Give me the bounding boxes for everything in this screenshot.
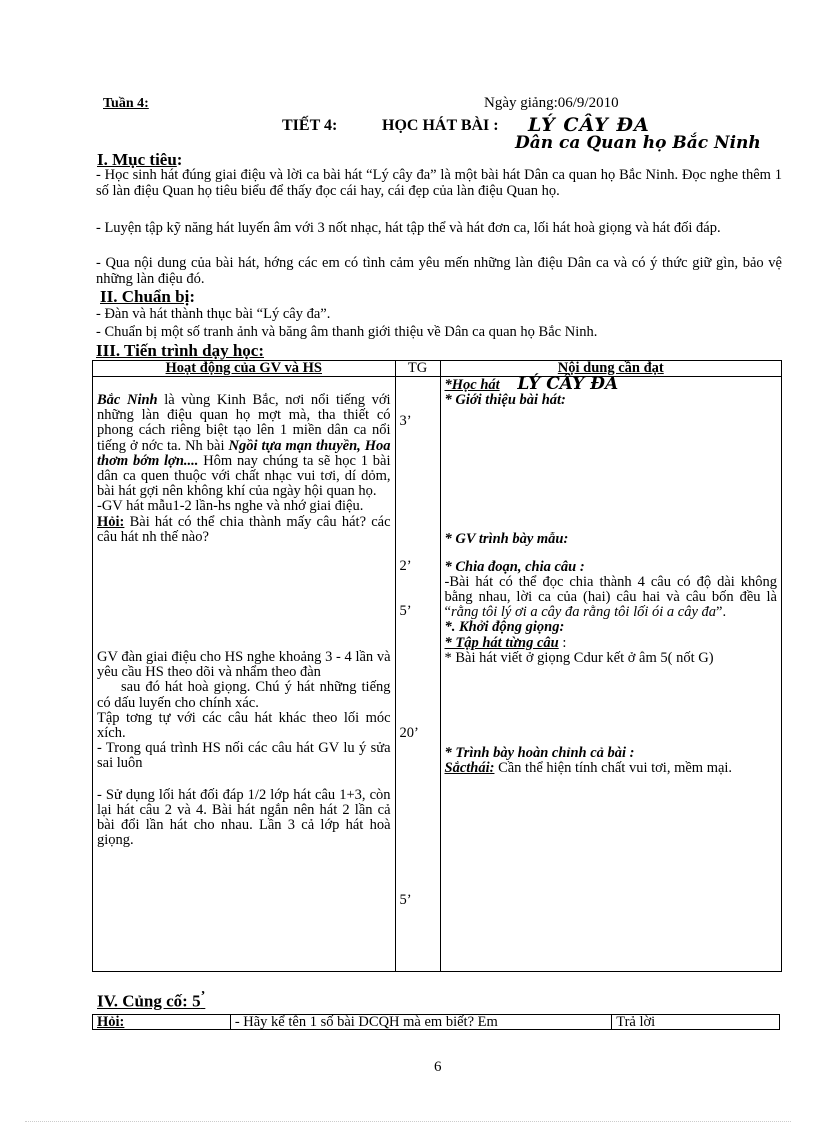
col-header-content: Nội dung cần đạt bbox=[440, 361, 782, 377]
gv-question: Hỏi: Bài hát có thể chia thành mấy câu hát? các câu hát nh thế nào? bbox=[97, 513, 391, 545]
col-header-activities: Hoạt động của GV và HS bbox=[93, 361, 396, 377]
lesson-title: HỌC HÁT BÀI : bbox=[382, 117, 499, 134]
review-question: - Hãy kể tên 1 số bài DCQH mà em biết? Em bbox=[230, 1015, 611, 1030]
review-question-label: Hỏi: bbox=[93, 1015, 231, 1030]
objectives-heading: I. Mục tiêu: bbox=[97, 150, 183, 169]
table-row bbox=[93, 377, 782, 972]
nuance: Sắcthái: Cần thể hiện tính chất vui tơi, mềm mại. bbox=[444, 760, 733, 777]
gv-last: - Sử dụng lối hát đối đáp 1/2 lớp hát câu 1+3, còn lại hát câu 2 và 4. Bài hát ngắn nên hát 2 lần cả bài đổi lần hát cho nhau. Lần 3 cả lớp hát hoà giọng. bbox=[97, 786, 391, 849]
song-title: LÝ CÂY ĐA bbox=[528, 114, 650, 136]
objective-3: - Qua nội dung của bài hát, hớng các em có tình cảm yêu mến những làn điệu Dân ca và có ý thức giữ gìn, bảo vệ những làn điệu đó. bbox=[96, 255, 782, 287]
col-header-time: TG bbox=[395, 361, 440, 377]
preparation-2: - Chuẩn bị một số tranh ảnh và băng âm thanh giới thiệu về Dân ca quan họ Bắc Ninh. bbox=[96, 324, 598, 340]
gv-demo: -GV hát mẫu1-2 lần-hs nghe và nhớ giai điệu. bbox=[97, 498, 364, 515]
time-4: 20’ bbox=[399, 724, 419, 741]
activities-cell bbox=[93, 377, 396, 972]
gv-play-3: Tập tơng tự với các câu hát khác theo lối móc xích. bbox=[97, 709, 391, 742]
content-cell bbox=[440, 374, 782, 972]
learn-song: *Học hát LÝ CÂY ĐA bbox=[444, 374, 619, 394]
lesson-number: TIẾT 4: bbox=[282, 117, 338, 134]
lesson-plan-table bbox=[92, 360, 782, 972]
warm-up: *. Khởi động giọng: bbox=[444, 619, 565, 636]
page-divider bbox=[25, 1121, 791, 1122]
page-number: 6 bbox=[434, 1059, 442, 1075]
review-heading: IV. Củng cố: 5’ bbox=[97, 988, 206, 1011]
time-cell bbox=[395, 377, 440, 972]
key-info: * Bài hát viết ở giọng Cdur kết ở âm 5( nốt G) bbox=[444, 649, 714, 666]
preparation-heading: II. Chuẩn bị: bbox=[100, 287, 195, 306]
week-label: Tuần 4: bbox=[103, 96, 149, 111]
teaching-date: Ngày giảng:06/9/2010 bbox=[484, 95, 619, 111]
gv-play-2: sau đó hát hoà giọng. Chú ý hát những tiếng có dấu luyến cho chính xác. bbox=[97, 679, 391, 711]
table-row bbox=[93, 1015, 780, 1030]
intro-song: * Giới thiệu bài hát: bbox=[444, 392, 566, 409]
split-sections: * Chia đoạn, chia câu : bbox=[444, 558, 585, 575]
time-3: 5’ bbox=[399, 603, 412, 620]
gv-intro: Bắc Ninh là vùng Kinh Bắc, nơi nổi tiếng với những làn điệu quan họ mợt mà, tha thiết có phong cách riêng biệt tạo lên 1 miền dân ca nổi tiếng ở nớc ta. Nh bài Ngồi tựa mạn thuyền, Hoa thơm bớm lợn.... Hôm nay chúng ta sẽ học 1 bài dân ca quen thuộc với chất nhạc vui tơi, dí dỏm, bài hát gợi nên không khí của ngày hội quan họ. bbox=[97, 392, 391, 500]
preparation-1: - Đàn và hát thành thục bài “Lý cây đa”. bbox=[96, 306, 331, 322]
gv-play-4: - Trong quá trình HS nối các câu hát GV lu ý sửa sai luôn bbox=[97, 740, 391, 772]
process-heading: III. Tiến trình dạy học: bbox=[96, 341, 264, 360]
review-answer: Trả lời bbox=[612, 1015, 780, 1030]
full-performance: * Trình bày hoàn chỉnh cả bài : bbox=[444, 745, 635, 762]
teacher-demo: * GV trình bày mẫu: bbox=[444, 531, 569, 548]
sentence-practice: * Tập hát từng câu : bbox=[444, 634, 567, 651]
objective-1: - Học sinh hát đúng giai điệu và lời ca bài hát “Lý cây đa” là một bài hát Dân ca quan họ Bắc Ninh. Đọc nghe thêm 1 số làn điệu Quan họ tiêu biểu để thấy đọc cái hay, cái đẹp của làn điệu Quan họ. bbox=[96, 167, 782, 199]
split-text: -Bài hát có thể đọc chia thành 4 câu có độ dài không bằng nhau, lời ca của (hai) câu hai và câu bốn đều là “rằng tôi lý ơi a cây đa rằng tôi lối ói a cây đa”. bbox=[444, 573, 777, 621]
table-header-row bbox=[93, 361, 782, 377]
time-2: 2’ bbox=[399, 558, 412, 575]
objective-2: - Luyện tập kỹ năng hát luyến âm với 3 nốt nhạc, hát tập thể và hát đơn ca, lối hát hoà giọng và hát đối đáp. bbox=[96, 220, 721, 236]
time-1: 3’ bbox=[399, 413, 412, 429]
song-origin: Dân ca Quan họ Bắc Ninh bbox=[515, 133, 761, 153]
time-5: 5’ bbox=[399, 891, 412, 908]
gv-play: GV đàn giai điệu cho HS nghe khoảng 3 - 4 lần và yêu cầu HS theo dõi và nhẩm theo đàn bbox=[97, 649, 391, 681]
review-table bbox=[92, 1014, 780, 1030]
